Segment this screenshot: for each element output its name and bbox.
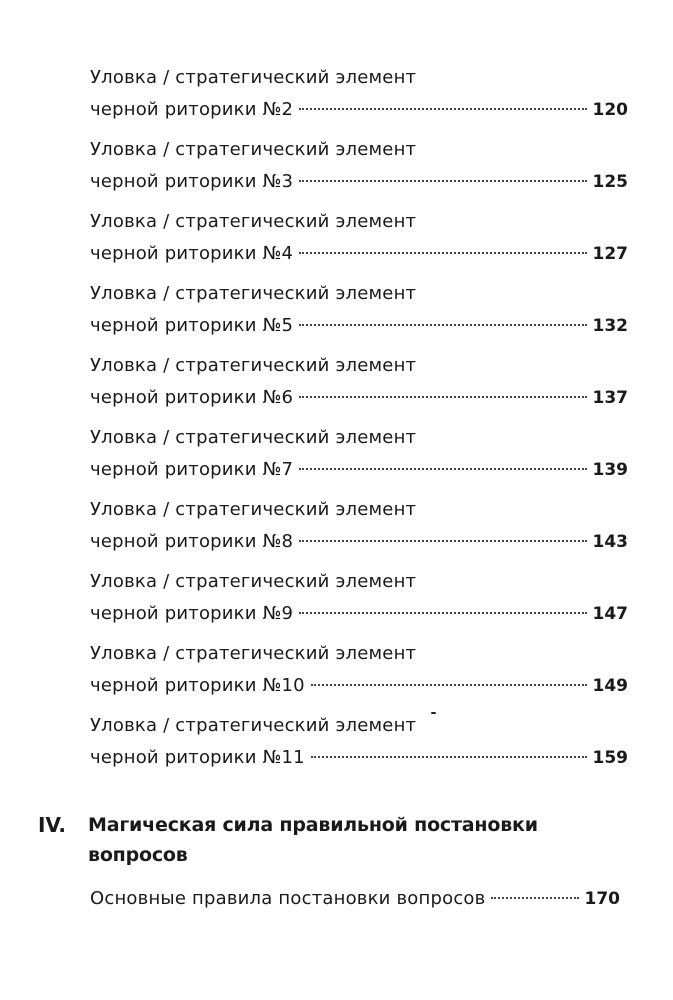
toc-entry-title-line2 bbox=[90, 312, 628, 340]
toc-entry-page-number: 120 bbox=[592, 100, 628, 120]
dot-leader bbox=[299, 180, 586, 182]
toc-entry[interactable] bbox=[90, 568, 628, 640]
toc-entry-label: Основные правила постановки вопросов bbox=[90, 888, 486, 909]
toc-entry[interactable] bbox=[90, 885, 620, 913]
toc-entry-title-line2 bbox=[90, 384, 628, 412]
toc-entry-title-line2 bbox=[90, 96, 628, 124]
toc-entry-label: черной риторики №10 bbox=[90, 675, 305, 696]
toc-entry[interactable] bbox=[90, 424, 628, 496]
toc-entry-title-line2 bbox=[90, 600, 628, 628]
toc-entry-title-line2 bbox=[90, 744, 628, 772]
toc-entry-title-line1: Уловка / стратегический элемент bbox=[90, 355, 417, 376]
toc-entry-title-line1: Уловка / стратегический элемент bbox=[90, 427, 417, 448]
toc-entry-title-line1: Уловка / стратегический элемент bbox=[90, 139, 417, 160]
dot-leader bbox=[299, 612, 586, 614]
toc-entry-label: черной риторики №11 bbox=[90, 747, 305, 768]
toc-entry[interactable] bbox=[90, 280, 628, 352]
toc-entry-label: черной риторики №9 bbox=[90, 603, 294, 624]
dot-leader bbox=[299, 540, 586, 542]
toc-entry-title-line1: Уловка / стратегический элемент bbox=[90, 715, 417, 736]
toc-entry-title-line2 bbox=[90, 456, 628, 484]
toc-entry-title-line2 bbox=[90, 240, 628, 268]
toc-entry-title-line2 bbox=[90, 672, 628, 700]
toc-entry[interactable] bbox=[90, 712, 628, 784]
dot-leader bbox=[299, 324, 586, 326]
toc-entry-page-number: 159 bbox=[592, 748, 628, 768]
toc-entry-title-line1: Уловка / стратегический элемент bbox=[90, 211, 417, 232]
toc-entry-title-line2 bbox=[90, 168, 628, 196]
dot-leader bbox=[311, 684, 587, 686]
toc-entry[interactable] bbox=[90, 640, 628, 712]
dot-leader bbox=[299, 396, 586, 398]
toc-entry-label: черной риторики №4 bbox=[90, 243, 294, 264]
toc-entry[interactable] bbox=[90, 136, 628, 208]
toc-entry-title-line1: Уловка / стратегический элемент bbox=[90, 499, 417, 520]
dot-leader bbox=[299, 108, 586, 110]
toc-entry-page-number: 147 bbox=[592, 604, 628, 624]
print-speck bbox=[431, 712, 436, 714]
toc-entry-title-line1: Уловка / стратегический элемент bbox=[90, 67, 417, 88]
toc-entry-label: черной риторики №7 bbox=[90, 459, 294, 480]
toc-list bbox=[90, 64, 628, 784]
toc-entry-title-line1: Уловка / стратегический элемент bbox=[90, 283, 417, 304]
toc-entry-page-number: 139 bbox=[592, 460, 628, 480]
toc-entry-page-number: 137 bbox=[592, 388, 628, 408]
toc-entry-label: черной риторики №8 bbox=[90, 531, 294, 552]
dot-leader bbox=[299, 468, 586, 470]
section-title: Магическая сила правильной постановки вопросов bbox=[88, 814, 538, 866]
toc-entry[interactable] bbox=[90, 496, 628, 568]
toc-entry-title-line1: Уловка / стратегический элемент bbox=[90, 643, 417, 664]
toc-entry[interactable] bbox=[90, 64, 628, 136]
toc-entry[interactable] bbox=[90, 208, 628, 280]
toc-entry-page-number: 127 bbox=[592, 244, 628, 264]
toc-entry-page-number: 143 bbox=[592, 532, 628, 552]
toc-entry-page-number: 132 bbox=[592, 316, 628, 336]
dot-leader bbox=[491, 897, 578, 899]
toc-entry-page-number: 170 bbox=[584, 889, 620, 909]
toc-entry-label: черной риторики №3 bbox=[90, 171, 294, 192]
toc-entry-page-number: 125 bbox=[592, 172, 628, 192]
toc-entry-label: черной риторики №5 bbox=[90, 315, 294, 336]
dot-leader bbox=[299, 252, 586, 254]
dot-leader bbox=[311, 756, 587, 758]
toc-entry-label: черной риторики №6 bbox=[90, 387, 294, 408]
section-numeral: IV. bbox=[38, 813, 66, 837]
toc-entry-title-line1: Уловка / стратегический элемент bbox=[90, 571, 417, 592]
toc-entry-label: черной риторики №2 bbox=[90, 99, 294, 120]
toc-entry-page-number: 149 bbox=[592, 676, 628, 696]
toc-entry-title-line2 bbox=[90, 528, 628, 556]
toc-entry[interactable] bbox=[90, 352, 628, 424]
